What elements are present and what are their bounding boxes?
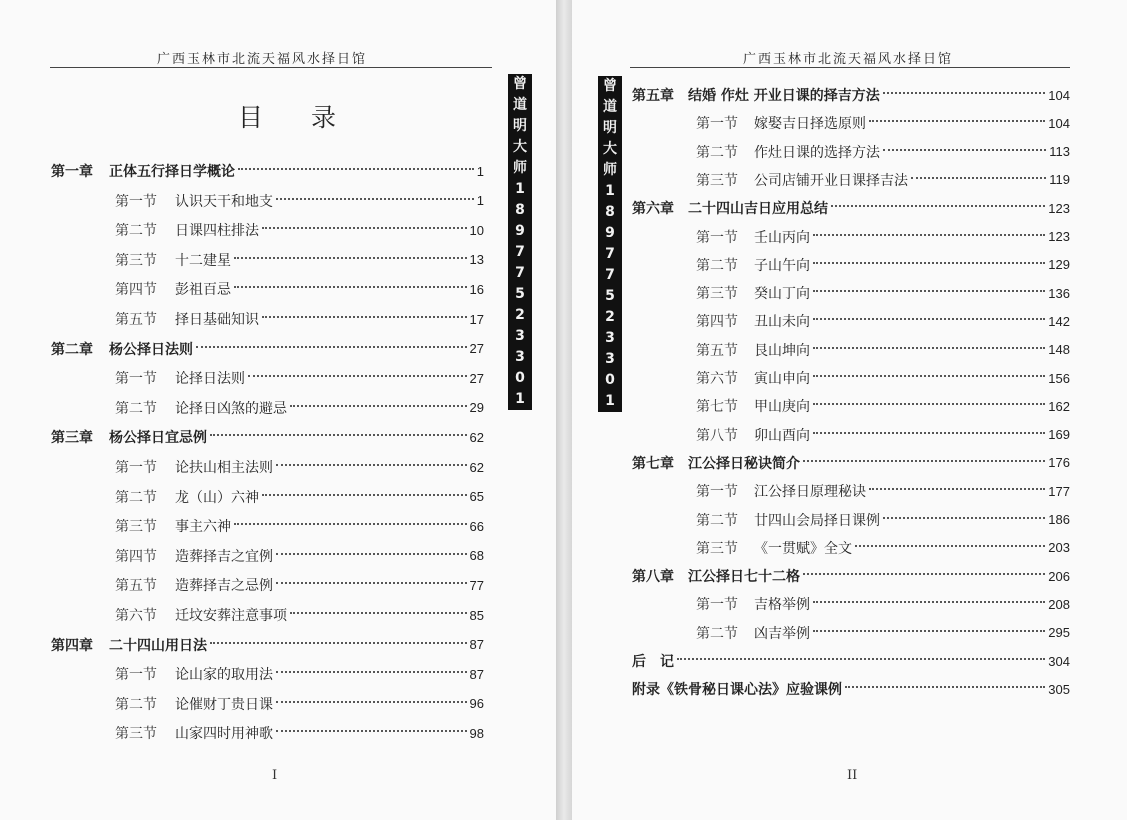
toc-section-row	[115, 602, 484, 628]
section-title: 卯山酉向	[754, 427, 810, 444]
dot-leader	[234, 523, 467, 525]
section-title: 嫁娶吉日择选原则	[754, 116, 866, 133]
section-label: 第四节	[115, 548, 157, 565]
section-label: 第三节	[115, 252, 157, 269]
banner-char: 道	[603, 99, 617, 115]
left-page	[0, 0, 556, 820]
chapter-title: 结婚 作灶 开业日课的择吉方法	[688, 88, 880, 104]
section-title: 论催财丁贵日课	[175, 696, 273, 713]
banner-char: 7	[515, 265, 525, 281]
dot-leader	[869, 488, 1045, 490]
toc-section-row	[115, 188, 484, 214]
toc-section-row	[115, 454, 484, 480]
page-number: 142	[1048, 313, 1070, 329]
dot-leader	[855, 545, 1045, 547]
section-label: 第一节	[115, 371, 157, 388]
banner-char: 明	[603, 120, 617, 136]
dot-leader	[196, 346, 467, 348]
section-title: 论择日凶煞的避忌	[175, 400, 287, 417]
chapter-title: 杨公择日宜忌例	[109, 430, 207, 447]
toc-section-row	[696, 337, 1070, 363]
page-number-footer: I	[272, 768, 278, 783]
toc-section-row	[115, 572, 484, 598]
page-number: 65	[469, 489, 484, 505]
dot-leader	[262, 316, 467, 318]
section-label: 第一节	[696, 484, 738, 501]
toc-section-row	[115, 276, 484, 302]
chapter-title: 二十四山吉日应用总结	[688, 201, 828, 218]
dot-leader	[677, 658, 1045, 660]
section-label: 第二节	[115, 489, 157, 506]
banner-char: 3	[605, 330, 615, 346]
dot-leader	[276, 464, 467, 466]
page-number: 136	[1048, 285, 1070, 301]
section-label: 第三节	[115, 519, 157, 536]
chapter-label: 第四章	[51, 637, 93, 654]
dot-leader	[813, 234, 1045, 236]
section-label: 第一节	[696, 229, 738, 246]
banner-char: 5	[605, 288, 615, 304]
section-label: 第四节	[696, 314, 738, 331]
page-number: 62	[469, 459, 484, 475]
banner-char: 3	[605, 351, 615, 367]
toc-section-row	[696, 308, 1070, 334]
section-title: 癸山丁向	[754, 286, 810, 303]
dot-leader	[234, 286, 467, 288]
section-title: 甲山庚向	[754, 399, 810, 416]
section-title: 吉格举例	[754, 597, 810, 614]
section-title: 凶吉举例	[754, 625, 810, 642]
banner-char: 曾	[513, 76, 527, 92]
toc-section-row	[115, 217, 484, 243]
section-label: 第一节	[696, 597, 738, 614]
chapter-label: 第二章	[51, 341, 93, 358]
page-number: 123	[1048, 229, 1070, 244]
banner-char: 道	[513, 97, 527, 113]
page-number: 1	[476, 163, 484, 179]
toc-chapter-row	[51, 632, 484, 658]
page-number: 27	[469, 341, 484, 357]
section-label: 第三节	[696, 540, 738, 557]
page-number: 10	[469, 222, 484, 238]
banner-char: 7	[605, 267, 615, 283]
section-title: 龙（山）六神	[175, 489, 259, 506]
banner-char: 7	[515, 244, 525, 260]
section-label: 第三节	[115, 726, 157, 743]
dot-leader	[813, 375, 1045, 377]
banner-char: 师	[513, 160, 527, 176]
section-label: 第二节	[696, 257, 738, 274]
toc-section-row	[696, 422, 1070, 448]
dot-leader	[290, 612, 467, 614]
page-number: 208	[1048, 596, 1070, 612]
section-title: 彭祖百忌	[175, 282, 231, 299]
dot-leader	[911, 177, 1046, 179]
section-title: 迁坟安葬注意事项	[175, 608, 287, 624]
dot-leader	[234, 257, 467, 259]
page-number: 27	[469, 370, 484, 386]
page-number: 66	[469, 518, 484, 534]
page-number: 186	[1048, 512, 1070, 527]
dot-leader	[276, 198, 474, 200]
toc-section-row	[115, 365, 484, 391]
toc-section-row	[115, 247, 484, 273]
page-number: 304	[1048, 653, 1070, 669]
section-label: 第一节	[696, 116, 738, 133]
page-number: 148	[1048, 342, 1070, 358]
toc-section-row	[115, 543, 484, 569]
page-number: 85	[469, 607, 484, 623]
toc-section-row	[696, 393, 1070, 419]
author-banner	[508, 74, 532, 410]
section-label: 第二节	[696, 144, 738, 161]
page-number: 17	[469, 311, 484, 327]
toc-section-row	[696, 591, 1070, 617]
toc-section-row	[696, 507, 1070, 533]
section-label: 第二节	[115, 696, 157, 713]
banner-char: 明	[513, 118, 527, 134]
toc-section-row	[115, 484, 484, 510]
page-number: 96	[469, 696, 484, 712]
toc-chapter-row	[51, 424, 484, 450]
banner-char: 8	[605, 204, 615, 220]
banner-char: 大	[513, 139, 527, 155]
dot-leader	[883, 149, 1046, 151]
section-title: 认识天干和地支	[175, 193, 273, 210]
page-number: 1	[476, 193, 484, 209]
toc-section-row	[696, 224, 1070, 250]
section-label: 第三节	[696, 172, 738, 189]
page-header: 广西玉林市北流天福风水择日馆	[157, 52, 368, 67]
dot-leader	[803, 573, 1045, 575]
section-title: 丑山未向	[754, 314, 810, 331]
toc-section-row	[115, 513, 484, 539]
toc-chapter-row	[632, 563, 1070, 589]
banner-char: 9	[515, 223, 525, 239]
section-label: 第五节	[115, 312, 157, 328]
toc-section-row	[115, 661, 484, 687]
section-title: 十二建星	[175, 252, 231, 269]
section-title: 江公择日原理秘诀	[754, 484, 866, 501]
chapter-title: 正体五行择日学概论	[109, 164, 235, 180]
banner-char: 2	[605, 309, 615, 325]
banner-char: 1	[515, 181, 525, 197]
banner-char: 1	[515, 391, 525, 407]
page-number: 13	[469, 252, 484, 268]
page-number: 176	[1048, 455, 1070, 471]
page-number: 203	[1048, 540, 1070, 556]
banner-char: 1	[605, 183, 615, 199]
banner-char: 0	[515, 370, 525, 386]
section-label: 第二节	[696, 512, 738, 529]
section-title: 事主六神	[175, 519, 231, 536]
toc-chapter-row	[632, 82, 1070, 108]
page-number: 62	[469, 429, 484, 445]
section-label: 第八节	[696, 427, 738, 444]
section-title: 择日基础知识	[175, 312, 259, 328]
book-gutter	[556, 0, 572, 820]
dot-leader	[813, 290, 1045, 292]
toc-section-row	[696, 139, 1070, 165]
banner-char: 3	[515, 349, 525, 365]
chapter-label: 第八章	[632, 569, 674, 586]
section-label: 第一节	[115, 667, 157, 684]
chapter-label: 附录《铁骨秘日课心法》应验课例	[632, 682, 842, 699]
dot-leader	[813, 403, 1045, 405]
page-number: 104	[1048, 115, 1070, 131]
page-number: 119	[1049, 172, 1070, 188]
page-number: 162	[1048, 398, 1070, 414]
toc-section-row	[696, 280, 1070, 306]
dot-leader	[813, 601, 1045, 603]
page-number: 295	[1048, 625, 1070, 641]
dot-leader	[276, 582, 467, 584]
chapter-title: 杨公择日法则	[109, 341, 193, 358]
page-number: 113	[1049, 144, 1070, 160]
dot-leader	[210, 642, 467, 644]
dot-leader	[210, 434, 467, 436]
author-banner	[598, 76, 622, 412]
section-label: 第二节	[115, 400, 157, 417]
chapter-label: 第一章	[51, 164, 93, 180]
section-title: 子山午向	[754, 257, 810, 274]
section-title: 壬山丙向	[754, 229, 810, 246]
banner-char: 1	[605, 393, 615, 409]
page-header: 广西玉林市北流天福风水择日馆	[743, 52, 954, 67]
banner-char: 8	[515, 202, 525, 218]
page-number: 177	[1048, 483, 1070, 499]
chapter-label: 后 记	[632, 654, 674, 670]
section-label: 第一节	[115, 460, 157, 476]
toc-section-row	[115, 306, 484, 332]
dot-leader	[290, 405, 467, 407]
section-title: 寅山申向	[754, 371, 810, 387]
toc-chapter-row	[51, 158, 484, 184]
banner-char: 0	[605, 372, 615, 388]
dot-leader	[803, 460, 1045, 462]
section-title: 造葬择吉之忌例	[175, 578, 273, 595]
dot-leader	[276, 553, 467, 555]
toc-chapter-row	[632, 195, 1070, 221]
dot-leader	[276, 671, 467, 673]
page-number: 206	[1048, 568, 1070, 584]
dot-leader	[813, 318, 1045, 320]
dot-leader	[262, 227, 467, 229]
dot-leader	[883, 92, 1046, 94]
chapter-label: 第三章	[51, 430, 93, 447]
section-title: 论山家的取用法	[175, 667, 273, 684]
page-number: 169	[1048, 427, 1070, 443]
dot-leader	[883, 517, 1045, 519]
toc-section-row	[696, 365, 1070, 391]
toc-section-row	[696, 535, 1070, 561]
dot-leader	[276, 730, 467, 732]
dot-leader	[813, 630, 1045, 632]
toc-title: 目 录	[238, 103, 356, 132]
toc-section-row	[696, 167, 1070, 193]
dot-leader	[248, 375, 467, 377]
header-rule	[50, 67, 492, 68]
banner-char: 9	[605, 225, 615, 241]
section-label: 第七节	[696, 399, 738, 416]
section-title: 造葬择吉之宜例	[175, 548, 273, 565]
page-number-footer: II	[847, 768, 858, 783]
section-label: 第五节	[696, 342, 738, 359]
page-number: 29	[469, 400, 484, 416]
dot-leader	[238, 168, 474, 170]
page-number: 305	[1048, 681, 1070, 697]
section-label: 第三节	[696, 286, 738, 303]
banner-char: 师	[603, 162, 617, 178]
toc-chapter-row	[632, 676, 1070, 702]
banner-char: 曾	[603, 78, 617, 94]
toc-chapter-row	[632, 648, 1070, 674]
banner-char: 3	[515, 328, 525, 344]
dot-leader	[869, 120, 1045, 122]
chapter-title: 江公择日七十二格	[688, 569, 800, 586]
chapter-title: 江公择日秘诀简介	[688, 455, 800, 472]
toc-chapter-row	[632, 450, 1070, 476]
toc-section-row	[115, 720, 484, 746]
chapter-title: 二十四山用日法	[109, 637, 207, 654]
section-label: 第一节	[115, 193, 157, 210]
toc-section-row	[115, 691, 484, 717]
section-title: 公司店铺开业日课择吉法	[754, 172, 908, 189]
section-title: 《一贯赋》全文	[754, 540, 852, 557]
section-title: 作灶日课的选择方法	[754, 144, 880, 161]
banner-char: 5	[515, 286, 525, 302]
page-number: 104	[1048, 87, 1070, 103]
page-number: 87	[469, 666, 484, 682]
right-page	[572, 0, 1127, 820]
toc-section-row	[115, 395, 484, 421]
section-title: 论扶山相主法则	[175, 460, 273, 476]
page-number: 123	[1048, 200, 1070, 216]
dot-leader	[831, 205, 1045, 207]
header-rule	[630, 67, 1070, 68]
dot-leader	[276, 701, 467, 703]
section-label: 第四节	[115, 282, 157, 299]
banner-char: 2	[515, 307, 525, 323]
banner-char: 7	[605, 246, 615, 262]
section-title: 论择日法则	[175, 371, 245, 388]
chapter-label: 第七章	[632, 455, 674, 472]
section-title: 山家四时用神歌	[175, 726, 273, 743]
page-number: 87	[469, 637, 484, 653]
section-label: 第二节	[115, 223, 157, 240]
dot-leader	[845, 686, 1045, 688]
section-label: 第六节	[115, 608, 157, 624]
section-label: 第六节	[696, 371, 738, 387]
banner-char: 大	[603, 141, 617, 157]
chapter-label: 第五章	[632, 88, 674, 104]
toc-section-row	[696, 620, 1070, 646]
toc-section-row	[696, 110, 1070, 136]
page-number: 98	[469, 725, 484, 741]
chapter-label: 第六章	[632, 201, 674, 218]
section-title: 廿四山会局择日课例	[754, 512, 880, 529]
page-number: 16	[469, 281, 484, 297]
page-number: 77	[469, 577, 484, 593]
section-label: 第五节	[115, 578, 157, 595]
page-number: 68	[469, 548, 484, 564]
dot-leader	[813, 262, 1045, 264]
toc-section-row	[696, 478, 1070, 504]
page-number: 156	[1048, 370, 1070, 386]
dot-leader	[262, 494, 467, 496]
dot-leader	[813, 347, 1045, 349]
section-title: 艮山坤向	[754, 342, 810, 359]
section-title: 日课四柱排法	[175, 223, 259, 240]
section-label: 第二节	[696, 625, 738, 642]
page-number: 129	[1048, 257, 1070, 273]
toc-chapter-row	[51, 336, 484, 362]
toc-section-row	[696, 252, 1070, 278]
dot-leader	[813, 432, 1045, 434]
